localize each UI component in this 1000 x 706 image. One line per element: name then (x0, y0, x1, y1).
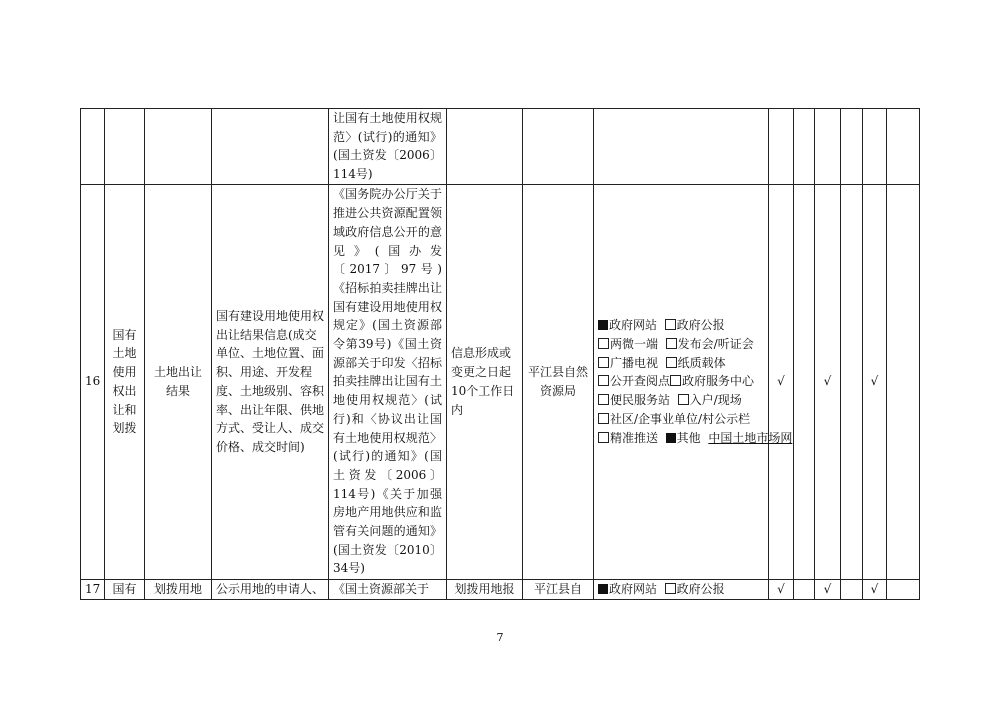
channel-line (598, 372, 764, 391)
cell-check (815, 109, 841, 185)
channel-label: 政府公报 (676, 581, 725, 596)
item-line: 土地出让 (153, 365, 202, 380)
channel-label: 政府公报 (676, 318, 725, 333)
cell-check (887, 184, 920, 579)
channel-label: 社区/企事业单位/村公示栏 (610, 411, 751, 426)
checked-box-icon (598, 584, 608, 594)
cell-check: √ (769, 184, 794, 579)
category-line: 土地 (112, 346, 137, 361)
channel-line (598, 429, 793, 448)
cell-time (447, 109, 523, 185)
cell-check (863, 109, 887, 185)
cell-no: 16 (81, 184, 105, 579)
cell-basis: 《国务院办公厅关于推进公共资源配置领域政府信息公开的意见》(国办发〔2017〕97号)《招标拍卖挂牌出让国有建设用地使用权规定》(国土资源部令第39号)《国土资源部关于印发〈招标拍卖挂牌出让国有土地使用权规范〉(试行)和〈协议出让国有土地使用权规范〉(试行)的通知》(国土资发〔2006〕114号)《关于加强房地产用地供应和监管有关问题的通知》(国土资发〔2010〕34号) (329, 184, 447, 579)
channel-label: 入户/现场 (689, 393, 742, 408)
empty-box-icon (670, 375, 681, 386)
cell-basis: 让国有土地使用权规范〉(试行)的通知》(国土资发〔2006〕114号) (329, 109, 447, 185)
empty-box-icon (666, 338, 677, 349)
empty-box-icon (678, 394, 689, 405)
channel-line (598, 354, 764, 373)
cell-item: 划拨用地 (145, 579, 212, 599)
cell-check: √ (863, 579, 887, 599)
cell-no (81, 109, 105, 185)
cell-item (145, 109, 212, 185)
empty-box-icon (598, 375, 609, 386)
table-row (81, 579, 920, 599)
channel-line (598, 316, 764, 335)
category-line: 划拨 (112, 421, 137, 436)
item-line: 结果 (165, 383, 190, 398)
channel-line (598, 391, 764, 410)
cell-content: 公示用地的申请人、 (212, 579, 329, 599)
cell-check: √ (815, 184, 841, 579)
channel-label: 发布会/听证会 (677, 337, 754, 352)
category-line: 使用 (112, 365, 137, 380)
channel-label: 两微一端 (610, 337, 659, 352)
cell-check (794, 579, 815, 599)
cell-time: 划拨用地报 (447, 579, 523, 599)
cell-check (841, 579, 863, 599)
cell-check (794, 184, 815, 579)
channel-label: 纸质载体 (677, 355, 726, 370)
channel-label: 其他 (676, 430, 701, 445)
cell-channels (594, 109, 769, 185)
cell-check (841, 184, 863, 579)
empty-box-icon (665, 319, 676, 330)
empty-box-icon (598, 357, 609, 368)
cell-subject: 平江县自然资源局 (523, 184, 594, 579)
cell-check (841, 109, 863, 185)
channel-label: 广播电视 (610, 355, 659, 370)
channel-label: 公开查阅点 (610, 374, 671, 389)
cell-no: 17 (81, 579, 105, 599)
empty-box-icon (666, 357, 677, 368)
disclosure-table (80, 108, 920, 600)
channel-line (598, 335, 764, 354)
cell-check (887, 109, 920, 185)
cell-subject: 平江县自 (523, 579, 594, 599)
channel-label: 精准推送 (610, 430, 659, 445)
cell-check (794, 109, 815, 185)
cell-category: 国有 (105, 579, 145, 599)
cell-subject (523, 109, 594, 185)
cell-category (105, 184, 145, 579)
category-line: 让和 (112, 402, 137, 417)
empty-box-icon (598, 432, 609, 443)
cell-item (145, 184, 212, 579)
empty-box-icon (598, 338, 609, 349)
channel-line (598, 410, 764, 429)
channel-label: 便民服务站 (610, 393, 671, 408)
category-line: 国有 (112, 327, 137, 342)
cell-check: √ (769, 579, 794, 599)
checked-box-icon (598, 320, 608, 330)
table-row (81, 109, 920, 185)
empty-box-icon (598, 394, 609, 405)
checked-box-icon (666, 433, 676, 443)
empty-box-icon (598, 413, 609, 424)
cell-check (887, 579, 920, 599)
cell-basis: 《国土资源部关于 (329, 579, 447, 599)
cell-check: √ (863, 184, 887, 579)
cell-content (212, 109, 329, 185)
empty-box-icon (665, 583, 676, 594)
channel-label: 政府网站 (609, 318, 658, 333)
cell-content: 国有建设用地使用权出让结果信息(成交单位、土地位置、面积、用途、开发程度、土地级别、容积率、出让年限、供地方式、受让人、成交价格、成交时间) (212, 184, 329, 579)
channel-other-value: 中国土地市场网 (708, 430, 793, 445)
page-number: 7 (496, 631, 504, 644)
cell-channels (594, 184, 793, 579)
cell-channels (594, 579, 769, 599)
cell-check (769, 109, 794, 185)
channel-label: 政府网站 (609, 581, 658, 596)
table-row (81, 184, 920, 579)
cell-category (105, 109, 145, 185)
cell-time: 信息形成或变更之日起10个工作日内 (447, 184, 523, 579)
cell-check: √ (815, 579, 841, 599)
channel-label: 政府服务中心 (682, 374, 755, 389)
category-line: 权出 (112, 383, 137, 398)
